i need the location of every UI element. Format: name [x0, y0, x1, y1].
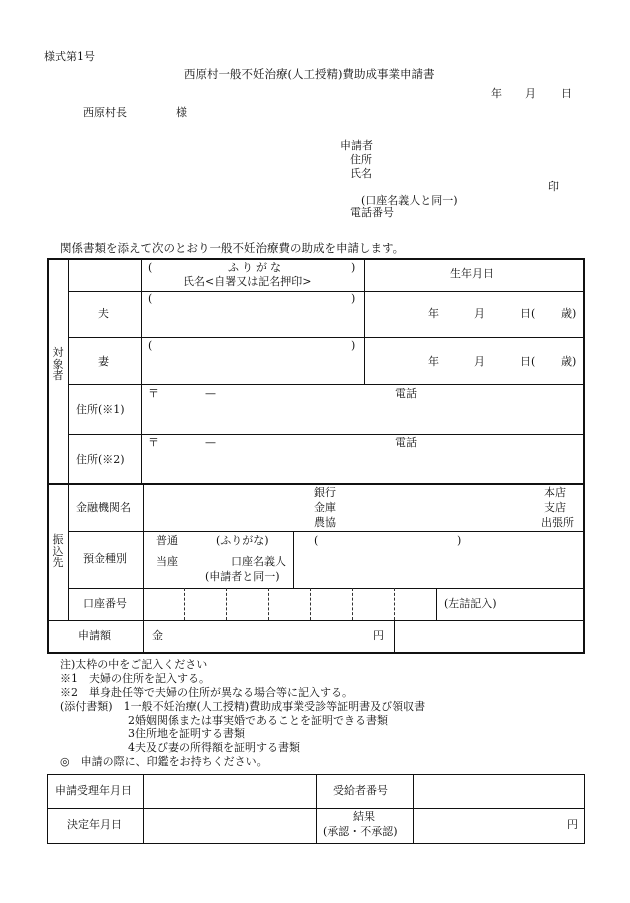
intro-text: 関係書類を添えて次のとおり一般不妊治療費の助成を申請します。 — [60, 241, 405, 255]
furigana-header: ふりがな — [228, 261, 284, 274]
branch-type-sub: 出張所 — [541, 516, 574, 529]
date-day-label: 日 — [561, 87, 572, 100]
furigana-open: ( — [148, 261, 153, 274]
husband-paren-open: ( — [148, 292, 153, 305]
address2-postal-dash: — — [205, 436, 216, 449]
received-date-label: 申請受理年月日 — [55, 784, 132, 797]
applicant-label: 申請者 — [340, 139, 373, 152]
bank-type-nokyo: 農協 — [314, 516, 336, 529]
account-holder-note: (口座名義人と同一) — [361, 194, 458, 207]
wife-age: 歳) — [561, 355, 577, 368]
holder-paren-close: ) — [457, 534, 462, 547]
account-type-current: 当座 — [156, 555, 178, 568]
furigana-close: ) — [351, 261, 356, 274]
left-align-note: (左詰記入) — [444, 597, 497, 610]
amount-prefix: 金 — [152, 629, 163, 642]
account-number-label: 口座番号 — [83, 597, 127, 610]
wife-paren-close: ) — [351, 339, 356, 352]
birth-date-header: 生年月日 — [450, 267, 494, 280]
branch-type-head: 本店 — [544, 486, 566, 499]
office-yen-unit: 円 — [567, 818, 578, 831]
bank-name-label: 金融機関名 — [76, 501, 131, 514]
note-line: 2婚姻関係または事実婚であることを証明できる書類 — [128, 714, 388, 727]
decision-date-label: 決定年月日 — [67, 818, 122, 831]
amount-unit: 円 — [373, 629, 384, 642]
address2-label: 住所(※2) — [76, 453, 125, 466]
form-title: 西原村一般不妊治療(人工授精)費助成事業申請書 — [184, 67, 435, 81]
amount-label: 申請額 — [78, 629, 111, 642]
applicant-phone-label: 電話番号 — [350, 206, 394, 219]
applicant-name-label: 氏名 — [350, 167, 372, 180]
wife-birth-year: 年 — [428, 355, 439, 368]
husband-birth-day: 日( — [520, 307, 536, 320]
bank-type-bank: 銀行 — [314, 486, 336, 499]
address2-postal-mark: 〒 — [148, 436, 159, 449]
branch-type-branch: 支店 — [544, 501, 566, 514]
date-year-label: 年 — [491, 87, 502, 100]
husband-age: 歳) — [561, 307, 577, 320]
wife-label: 妻 — [98, 355, 109, 368]
wife-birth-day: 日( — [520, 355, 536, 368]
holder-note: (申請者と同一) — [205, 570, 280, 583]
note-line: 注)太枠の中をご記入ください — [60, 658, 208, 671]
transfer-section-label: 振込先 — [52, 533, 64, 570]
form-number: 様式第1号 — [44, 50, 95, 63]
address1-label: 住所(※1) — [76, 403, 125, 416]
address1-postal-dash: — — [205, 387, 216, 400]
husband-birth-year: 年 — [428, 307, 439, 320]
husband-label: 夫 — [98, 307, 109, 320]
note-line: ※2 単身赴任等で夫婦の住所が異なる場合等に記入する。 — [60, 686, 353, 699]
note-line: ※1 夫婦の住所を記入する。 — [60, 672, 210, 685]
account-type-label: 預金種別 — [83, 552, 127, 565]
note-line: (添付書類) 1一般不妊治療(人工授精)費助成事業受診等証明書及び領収書 — [60, 700, 426, 713]
seal-mark: 印 — [548, 180, 559, 193]
holder-paren-open: ( — [314, 534, 319, 547]
note-line: 3住所地を証明する書類 — [128, 727, 245, 740]
address1-postal-mark: 〒 — [148, 387, 159, 400]
husband-paren-close: ) — [351, 292, 356, 305]
holder-label: 口座名義人 — [231, 555, 286, 568]
date-month-label: 月 — [525, 87, 536, 100]
result-options: (承認・不承認) — [323, 825, 398, 838]
note-line: 4夫及び妻の所得額を証明する書類 — [128, 741, 300, 754]
honorific: 様 — [176, 106, 187, 119]
account-type-normal: 普通 — [156, 534, 178, 547]
name-header: 氏名<自署又は記名押印> — [183, 275, 312, 288]
holder-furigana-label: (ふりがな) — [216, 534, 269, 547]
recipient-number-label: 受給者番号 — [333, 784, 388, 797]
bank-type-shinkin: 金庫 — [314, 501, 336, 514]
applicant-address-label: 住所 — [350, 153, 372, 166]
address1-tel-label: 電話 — [395, 387, 417, 400]
note-line: ◎ 申請の際に、印鑑をお持ちください。 — [60, 755, 268, 768]
result-label: 結果 — [353, 810, 375, 823]
husband-birth-month: 月 — [474, 307, 485, 320]
wife-birth-month: 月 — [474, 355, 485, 368]
wife-paren-open: ( — [148, 339, 153, 352]
address2-tel-label: 電話 — [395, 436, 417, 449]
addressee: 西原村長 — [83, 106, 127, 119]
target-section-label: 対象者 — [52, 346, 64, 383]
